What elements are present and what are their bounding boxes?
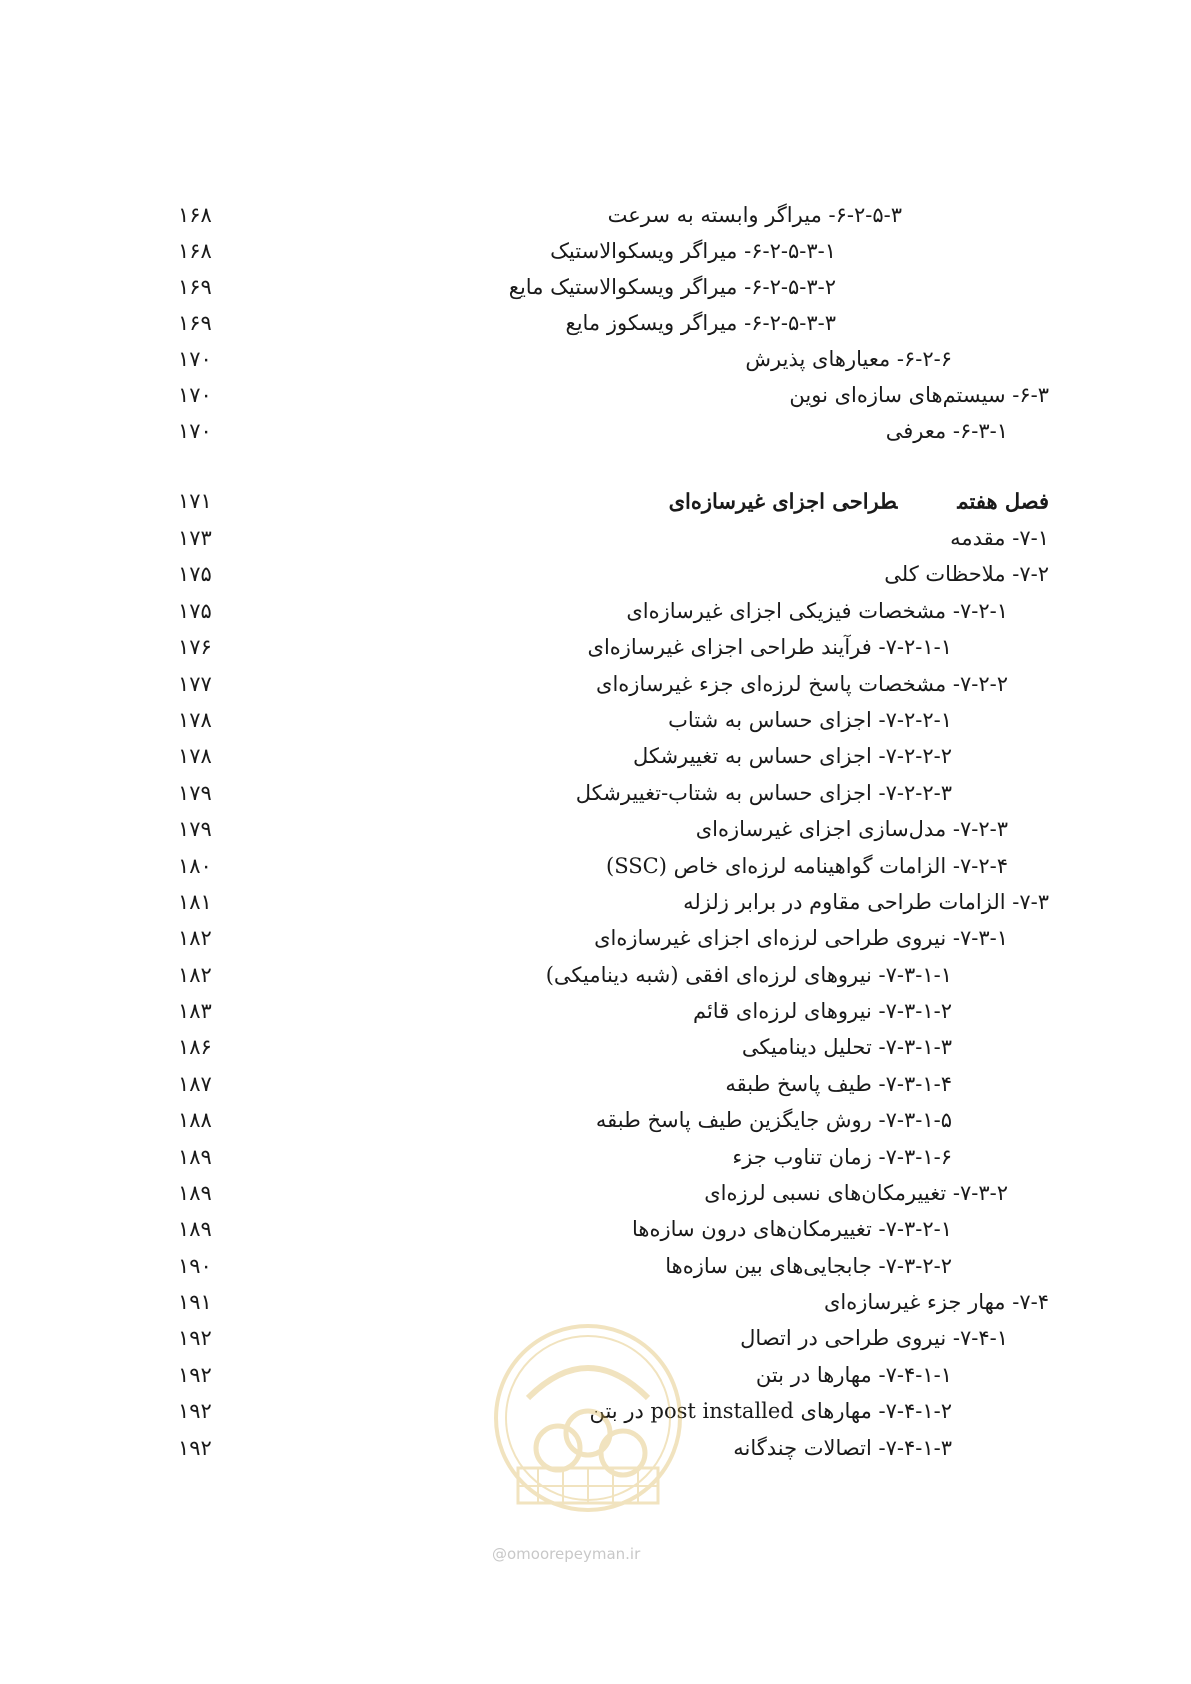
toc-entry [0,267,1191,307]
toc-entry [0,846,1191,886]
toc-entry-text: ۷-۴-۱-۱- مهارها در بتن [755,1363,952,1387]
chapter-heading-text [669,489,1049,514]
toc-page-number: ۱۸۰ [178,854,212,878]
toc-entry [0,882,1191,922]
toc-chapter-heading [0,481,1191,521]
toc-page-number: ۱۷۰ [178,419,212,443]
toc-entry [0,991,1191,1031]
toc-entry [0,303,1191,343]
toc-entry [0,1246,1191,1286]
toc-entry [0,1137,1191,1177]
toc-page-number: ۱۷۶ [178,635,212,659]
chapter-title: طراحی اجزای غیرسازه‌ای [668,488,898,514]
watermark-url: @omoorepeyman.ir [492,1545,641,1563]
toc-page-number: ۱۹۲ [178,1326,212,1350]
toc-entry-text: ۷-۲-۲- مشخصات پاسخ لرزه‌ای جزء غیرسازه‌ای [596,672,1008,696]
toc-page-number: ۱۹۰ [178,1254,212,1278]
toc-entry-text: ۷-۲-۱- مشخصات فیزیکی اجزای غیرسازه‌ای [626,599,1008,623]
toc-entry [0,591,1191,631]
toc-entry-text: ۷-۳-۱-۳- تحلیل دینامیکی [741,1035,952,1059]
toc-entry [0,195,1191,235]
toc-entry-text: ۷-۳-۱-۴- طیف پاسخ طبقه [725,1072,952,1096]
toc-entry [0,736,1191,776]
toc-page-number: ۱۸۹ [178,1145,212,1169]
toc-entry-text: ۷-۲-۱-۱- فرآیند طراحی اجزای غیرسازه‌ای [587,635,952,659]
toc-entry-text: ۷-۲-۲-۲- اجزای حساس به تغییرشکل [632,744,952,768]
toc-page-number: ۱۷۱ [178,489,212,513]
toc-entry [0,518,1191,558]
toc-page-number: ۱۷۰ [178,347,212,371]
toc-entry-text: ۶-۲-۵-۳-۱- میراگر ویسکوالاستیک [550,239,836,263]
toc-page-number: ۱۸۲ [178,963,212,987]
toc-entry-text: ۷-۲-۴- الزامات گواهینامه لرزه‌ای خاص (SSC) [606,854,1008,878]
toc-entry-text: ۶-۳-۱- معرفی [885,419,1008,443]
toc-entry-text: ۷-۱- مقدمه [950,526,1049,550]
toc-page-number: ۱۶۸ [178,203,212,227]
toc-entry [0,339,1191,379]
toc-entry-text: ۶-۲-۵-۳-۲- میراگر ویسکوالاستیک مایع [508,275,836,299]
toc-page-number: ۱۸۹ [178,1217,212,1241]
toc-page-number: ۱۹۲ [178,1363,212,1387]
toc-entry-text: ۶-۲-۵-۳-۳- میراگر ویسکوز مایع [565,311,836,335]
toc-entry-text: ۷-۳-۱-۶- زمان تناوب جزء [732,1145,952,1169]
toc-page-number: ۱۹۲ [178,1399,212,1423]
toc-entry-text: ۷-۳-۱- نیروی طراحی لرزه‌ای اجزای غیرسازه‌ای [594,926,1008,950]
toc-entry-text: ۶-۲-۶- معیارهای پذیرش [745,347,952,371]
toc-entry [0,773,1191,813]
toc-entry-text: ۷-۴- مهار جزء غیرسازه‌ای [823,1290,1049,1314]
toc-entry-text: ۷-۳- الزامات طراحی مقاوم در برابر زلزله [683,890,1049,914]
toc-entry [0,1027,1191,1067]
toc-entry [0,1282,1191,1322]
toc-entry-text: ۷-۲- ملاحظات کلی [884,562,1049,586]
toc-entry-text: ۷-۳-۱-۲- نیروهای لرزه‌ای قائم [692,999,952,1023]
toc-entry-text: ۷-۴-۱- نیروی طراحی در اتصال [740,1326,1008,1350]
toc-entry-text: ۷-۳-۲- تغییرمکان‌های نسبی لرزه‌ای [704,1181,1008,1205]
toc-page-number: ۱۸۹ [178,1181,212,1205]
toc-entry [0,1173,1191,1213]
toc-page-number: ۱۹۱ [178,1290,212,1314]
toc-entry [0,918,1191,958]
toc-entry [0,1209,1191,1249]
toc-entry [0,955,1191,995]
toc-page-number: ۱۸۲ [178,926,212,950]
toc-page-number: ۱۸۸ [178,1108,212,1132]
toc-page-number: ۱۸۱ [178,890,212,914]
toc-entry [0,554,1191,594]
toc-page-number: ۱۷۳ [178,526,212,550]
toc-entry [0,627,1191,667]
toc-entry-text: ۶-۳- سیستم‌های سازه‌ای نوین [789,383,1049,407]
toc-entry-text: ۷-۳-۱-۵- روش جایگزین طیف پاسخ طبقه [595,1108,952,1132]
toc-entry-text: ۷-۳-۲-۲- جابجایی‌های بین سازه‌ها [665,1254,952,1278]
toc-page-number: ۱۷۷ [178,672,212,696]
toc-page-number: ۱۹۲ [178,1436,212,1460]
toc-page-number: ۱۷۵ [178,562,212,586]
toc-page-number: ۱۶۹ [178,311,212,335]
toc-entry-text: ۷-۳-۲-۱- تغییرمکان‌های درون سازه‌ها [631,1217,952,1241]
chapter-label: فصل هفتم [957,488,1049,514]
toc-page-number: ۱۷۵ [178,599,212,623]
toc-entry-text: ۷-۳-۱-۱- نیروهای لرزه‌ای افقی (شبه دینامیکی) [545,963,952,987]
toc-entry-text: ۷-۴-۱-۲- مهارهای post installed در بتن [589,1399,952,1423]
toc-entry [0,700,1191,740]
watermark-logo [488,1318,688,1548]
toc-entry [0,375,1191,415]
toc-page-number: ۱۸۷ [178,1072,212,1096]
toc-page-number: ۱۷۰ [178,383,212,407]
toc-page-number: ۱۸۶ [178,1035,212,1059]
toc-entry-text: ۷-۲-۲-۱- اجزای حساس به شتاب [668,708,952,732]
toc-entry [0,1064,1191,1104]
toc-page-number: ۱۷۸ [178,744,212,768]
toc-entry-text: ۶-۲-۵-۳- میراگر وابسته به سرعت [607,203,902,227]
toc-page-number: ۱۷۹ [178,817,212,841]
toc-entry-text: ۷-۲-۳- مدل‌سازی اجزای غیرسازه‌ای [695,817,1008,841]
toc-page-number: ۱۶۸ [178,239,212,263]
toc-page-number: ۱۷۸ [178,708,212,732]
toc-page-number: ۱۷۹ [178,781,212,805]
toc-page-number: ۱۶۹ [178,275,212,299]
toc-entry [0,1100,1191,1140]
toc-entry-text: ۷-۲-۲-۳- اجزای حساس به شتاب-تغییرشکل [575,781,952,805]
toc-entry [0,411,1191,451]
toc-entry [0,809,1191,849]
toc-entry [0,664,1191,704]
toc-page-number: ۱۸۳ [178,999,212,1023]
toc-entry [0,231,1191,271]
toc-entry-text: ۷-۴-۱-۳- اتصالات چندگانه [733,1436,952,1460]
